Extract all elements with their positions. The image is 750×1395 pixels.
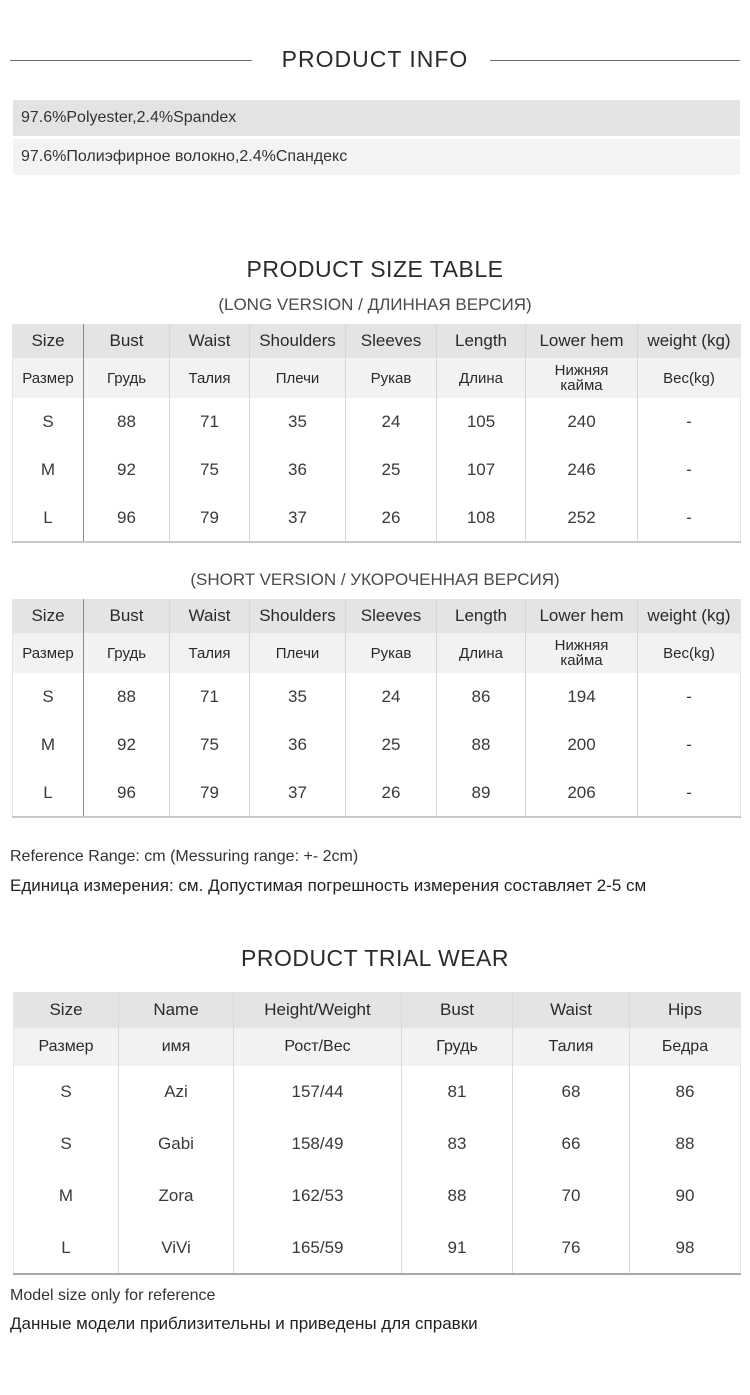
- model-note-english: Model size only for reference: [10, 1287, 216, 1304]
- cell: 71: [170, 398, 250, 446]
- col-header: Lower hem: [526, 599, 638, 633]
- col-header: Bust: [402, 992, 513, 1028]
- col-header: Waist: [170, 599, 250, 633]
- cell: 194: [526, 673, 638, 721]
- size-table-long: [12, 324, 741, 543]
- header-row-russian: [14, 1028, 741, 1066]
- table-row: [14, 1170, 741, 1222]
- cell: -: [638, 398, 741, 446]
- col-header: Плечи: [250, 633, 346, 673]
- col-header: Плечи: [250, 358, 346, 398]
- cell: 75: [170, 446, 250, 494]
- col-header: Рукав: [346, 633, 437, 673]
- cell: -: [638, 769, 741, 817]
- cell: M: [14, 1170, 119, 1222]
- cell: -: [638, 721, 741, 769]
- cell: 98: [630, 1222, 741, 1274]
- col-header: Размер: [13, 633, 84, 673]
- size-table-title: PRODUCT SIZE TABLE: [246, 256, 504, 282]
- cell: -: [638, 494, 741, 542]
- measurement-note-english: Reference Range: cm (Messuring range: +- 2cm): [10, 848, 359, 865]
- cell: 246: [526, 446, 638, 494]
- table-row: [14, 1222, 741, 1274]
- cell: 162/53: [234, 1170, 402, 1222]
- col-header: weight (kg): [638, 599, 741, 633]
- cell: 240: [526, 398, 638, 446]
- col-header: Размер: [14, 1028, 119, 1066]
- cell: 35: [250, 673, 346, 721]
- col-header: Sleeves: [346, 599, 437, 633]
- col-header: Нижняя кайма: [526, 358, 638, 398]
- col-header: Грудь: [84, 358, 170, 398]
- col-header: Size: [13, 599, 84, 633]
- cell: 66: [513, 1118, 630, 1170]
- cell: 86: [437, 673, 526, 721]
- col-header: Bust: [84, 324, 170, 358]
- cell: 35: [250, 398, 346, 446]
- col-header: Нижняя кайма: [526, 633, 638, 673]
- model-note-russian: Данные модели приблизительны и приведены для справки: [10, 1314, 478, 1333]
- cell: 90: [630, 1170, 741, 1222]
- cell: 79: [170, 494, 250, 542]
- material-russian: 97.6%Полиэфирное волокно,2.4%Спандекс: [13, 139, 740, 175]
- col-header: Hips: [630, 992, 741, 1028]
- col-header: Size: [14, 992, 119, 1028]
- header-row-russian: [13, 633, 741, 673]
- cell: 96: [84, 769, 170, 817]
- cell: S: [14, 1066, 119, 1118]
- cell: 75: [170, 721, 250, 769]
- cell: 81: [402, 1066, 513, 1118]
- table-row: [13, 769, 741, 817]
- cell: 25: [346, 446, 437, 494]
- col-header: Lower hem: [526, 324, 638, 358]
- col-header: Height/Weight: [234, 992, 402, 1028]
- long-version-subtitle: (LONG VERSION / ДЛИННАЯ ВЕРСИЯ): [218, 295, 532, 314]
- cell: 200: [526, 721, 638, 769]
- cell: 25: [346, 721, 437, 769]
- cell: S: [13, 398, 84, 446]
- col-header: Bust: [84, 599, 170, 633]
- col-header: Length: [437, 599, 526, 633]
- header-row-english: [14, 992, 741, 1028]
- cell: 37: [250, 769, 346, 817]
- trial-wear-table: [13, 992, 741, 1275]
- cell: 92: [84, 721, 170, 769]
- table-row: [13, 446, 741, 494]
- table-row: [13, 398, 741, 446]
- cell: 157/44: [234, 1066, 402, 1118]
- cell: -: [638, 673, 741, 721]
- cell: 105: [437, 398, 526, 446]
- cell: L: [13, 494, 84, 542]
- cell: 24: [346, 398, 437, 446]
- header-row-english: [13, 599, 741, 633]
- col-header: Вес(kg): [638, 633, 741, 673]
- cell: Gabi: [119, 1118, 234, 1170]
- table-row: [14, 1118, 741, 1170]
- cell: M: [13, 446, 84, 494]
- cell: 88: [84, 398, 170, 446]
- cell: 89: [437, 769, 526, 817]
- cell: 79: [170, 769, 250, 817]
- cell: 37: [250, 494, 346, 542]
- col-header: Waist: [170, 324, 250, 358]
- material-english: 97.6%Polyester,2.4%Spandex: [13, 100, 740, 136]
- cell: M: [13, 721, 84, 769]
- col-header: Талия: [170, 358, 250, 398]
- cell: 36: [250, 721, 346, 769]
- cell: 88: [630, 1118, 741, 1170]
- cell: ViVi: [119, 1222, 234, 1274]
- table-row: [13, 673, 741, 721]
- cell: L: [14, 1222, 119, 1274]
- cell: S: [13, 673, 84, 721]
- cell: 158/49: [234, 1118, 402, 1170]
- col-header: Длина: [437, 633, 526, 673]
- cell: 76: [513, 1222, 630, 1274]
- col-header: Размер: [13, 358, 84, 398]
- cell: -: [638, 446, 741, 494]
- col-header: Талия: [170, 633, 250, 673]
- col-header: Length: [437, 324, 526, 358]
- cell: 88: [84, 673, 170, 721]
- cell: Azi: [119, 1066, 234, 1118]
- table-row: [13, 494, 741, 542]
- col-header: Рост/Вес: [234, 1028, 402, 1066]
- table-row: [13, 721, 741, 769]
- cell: 24: [346, 673, 437, 721]
- col-header: Вес(kg): [638, 358, 741, 398]
- divider-line-right: [490, 60, 740, 61]
- product-info-header: [0, 46, 750, 76]
- cell: 165/59: [234, 1222, 402, 1274]
- size-table-short: [12, 599, 741, 818]
- cell: 96: [84, 494, 170, 542]
- cell: 108: [437, 494, 526, 542]
- col-header: Waist: [513, 992, 630, 1028]
- cell: 252: [526, 494, 638, 542]
- cell: 26: [346, 769, 437, 817]
- cell: 91: [402, 1222, 513, 1274]
- cell: 107: [437, 446, 526, 494]
- cell: 36: [250, 446, 346, 494]
- col-header: Длина: [437, 358, 526, 398]
- col-header: Бедра: [630, 1028, 741, 1066]
- col-header: имя: [119, 1028, 234, 1066]
- col-header: Shoulders: [250, 324, 346, 358]
- measurement-note-russian: Единица измерения: см. Допустимая погрешность измерения составляет 2-5 см: [10, 876, 647, 895]
- cell: Zora: [119, 1170, 234, 1222]
- col-header: Shoulders: [250, 599, 346, 633]
- cell: 92: [84, 446, 170, 494]
- cell: 70: [513, 1170, 630, 1222]
- trial-wear-title: PRODUCT TRIAL WEAR: [241, 945, 509, 971]
- cell: 26: [346, 494, 437, 542]
- cell: 86: [630, 1066, 741, 1118]
- product-info-title: PRODUCT INFO: [281, 46, 469, 72]
- cell: 88: [437, 721, 526, 769]
- header-row-russian: [13, 358, 741, 398]
- col-header: Size: [13, 324, 84, 358]
- cell: 206: [526, 769, 638, 817]
- cell: 83: [402, 1118, 513, 1170]
- col-header: Талия: [513, 1028, 630, 1066]
- cell: 88: [402, 1170, 513, 1222]
- col-header: Sleeves: [346, 324, 437, 358]
- cell: L: [13, 769, 84, 817]
- short-version-subtitle: (SHORT VERSION / УКОРОЧЕННАЯ ВЕРСИЯ): [190, 570, 560, 589]
- header-row-english: [13, 324, 741, 358]
- cell: 68: [513, 1066, 630, 1118]
- col-header: Name: [119, 992, 234, 1028]
- col-header: Рукав: [346, 358, 437, 398]
- col-header: Грудь: [84, 633, 170, 673]
- cell: S: [14, 1118, 119, 1170]
- table-row: [14, 1066, 741, 1118]
- col-header: Грудь: [402, 1028, 513, 1066]
- col-header: weight (kg): [638, 324, 741, 358]
- cell: 71: [170, 673, 250, 721]
